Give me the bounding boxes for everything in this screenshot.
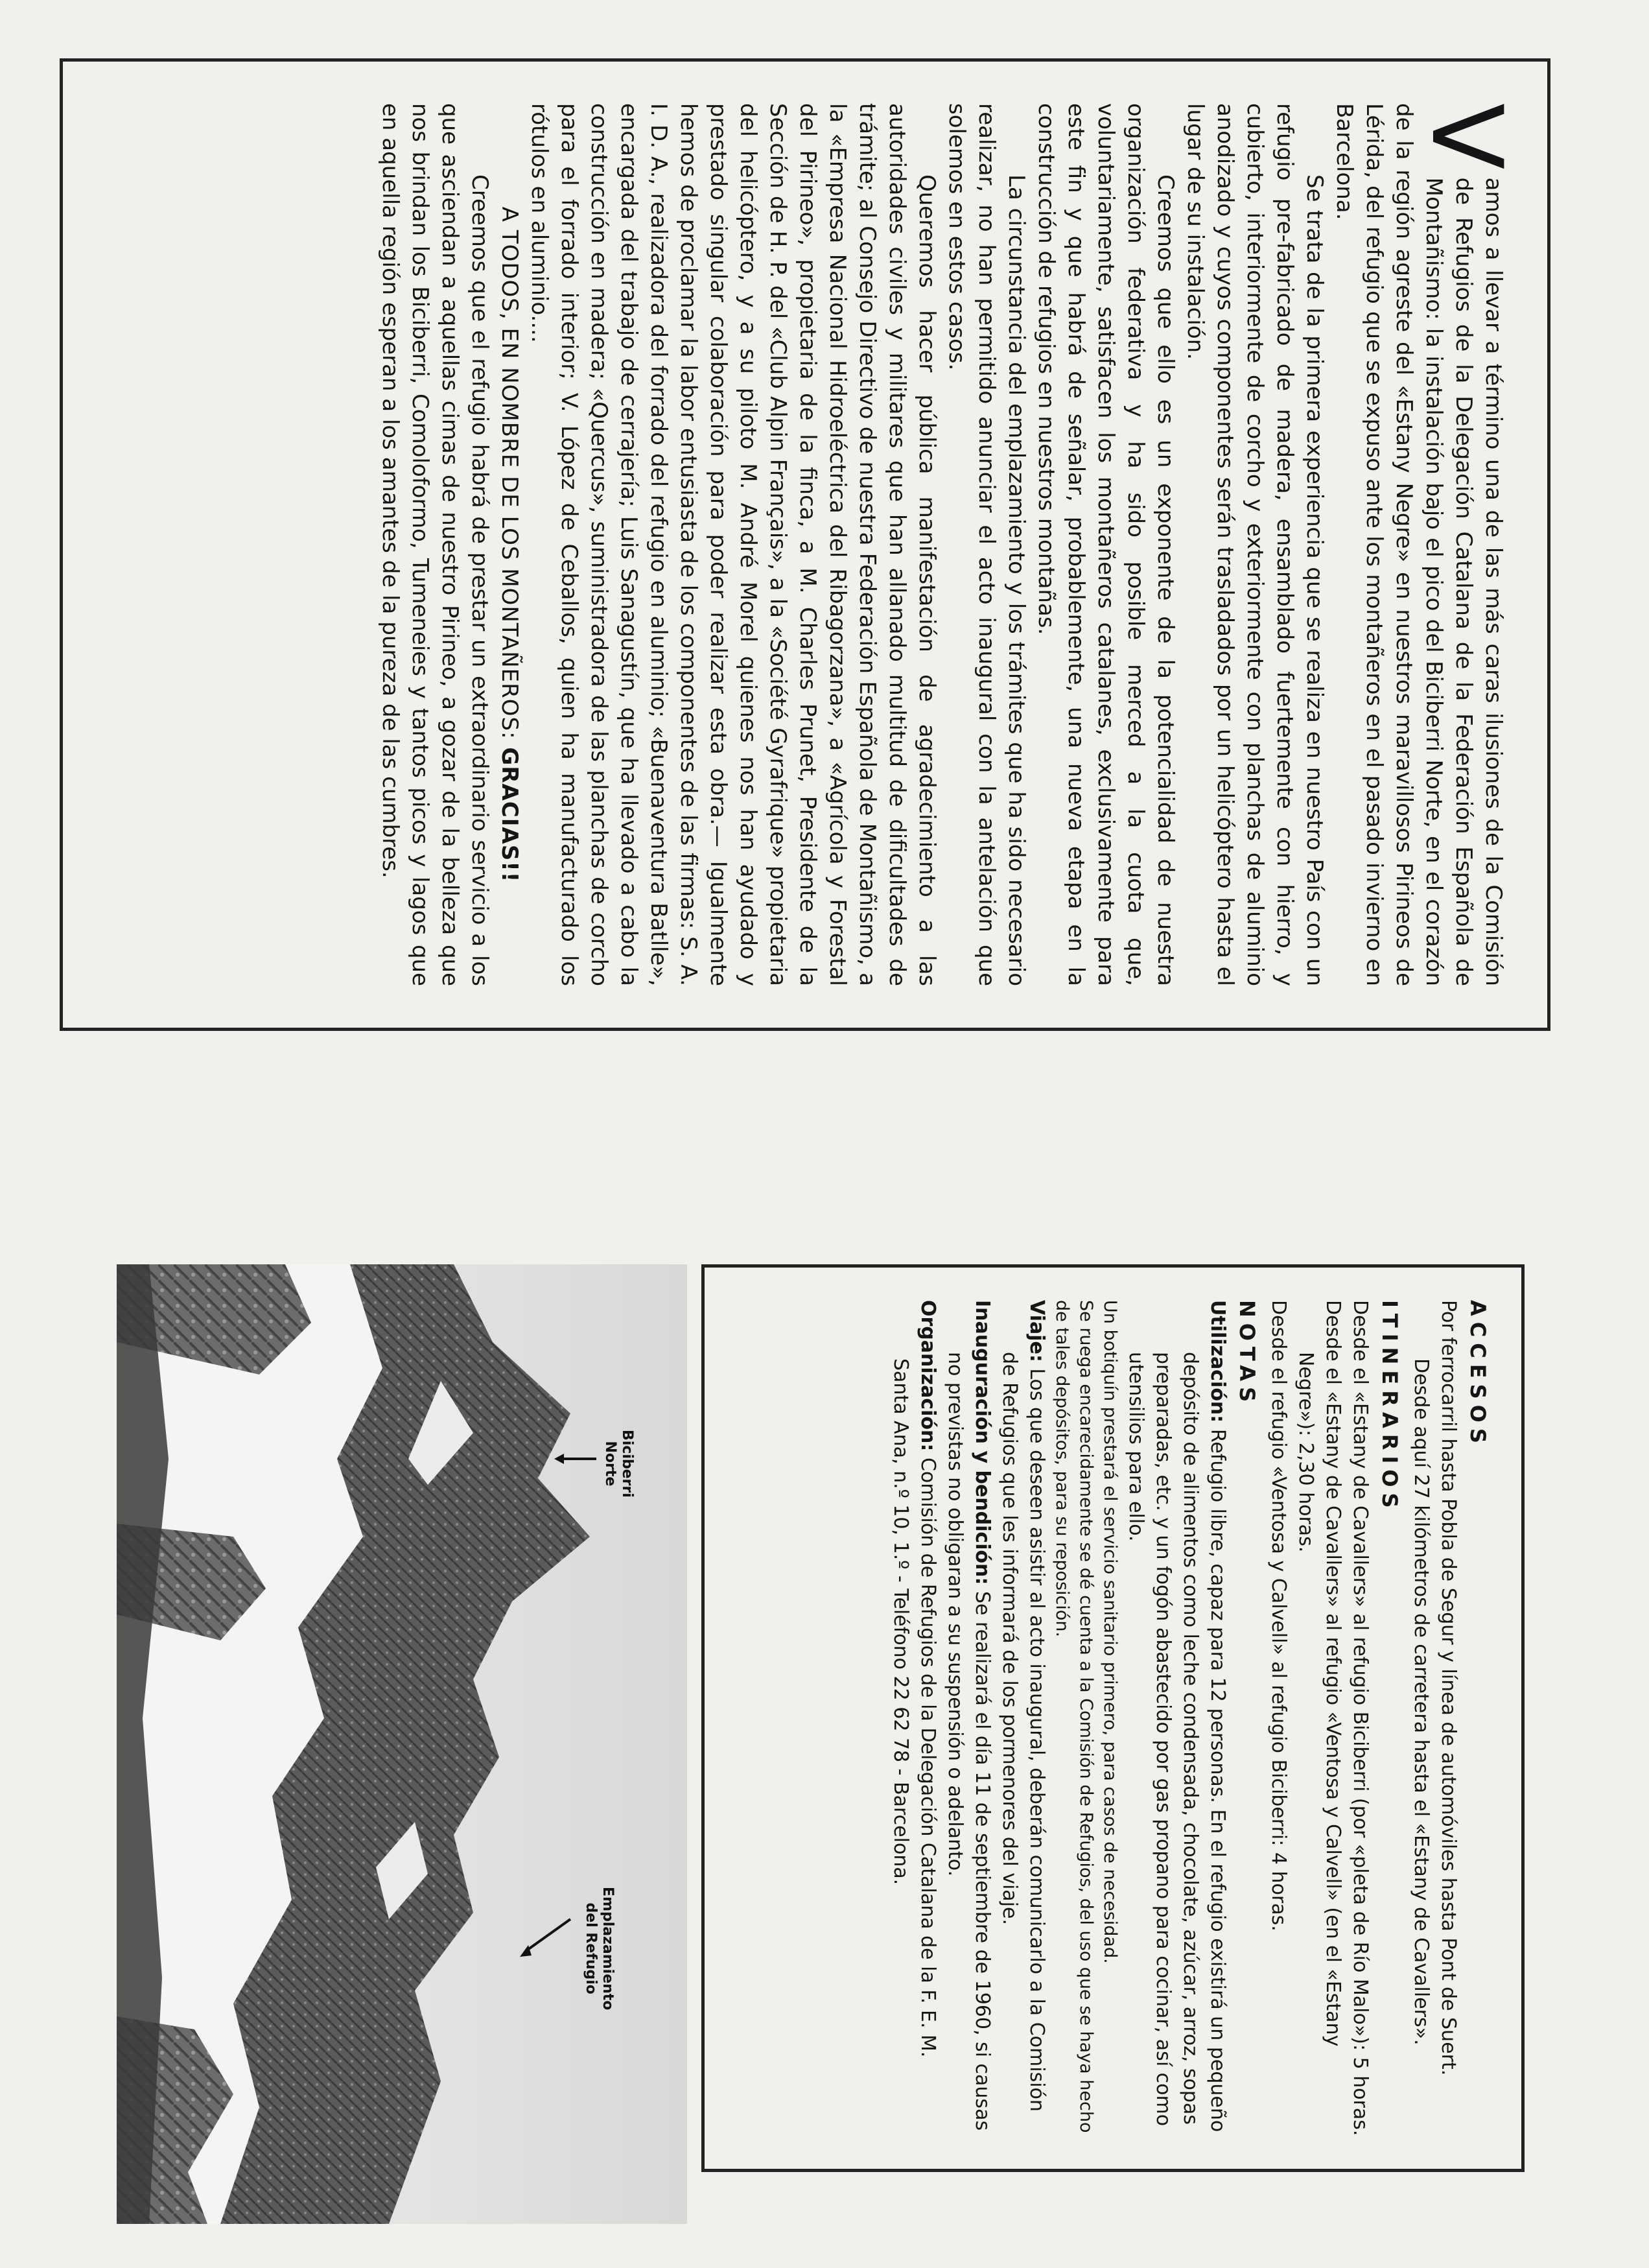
note-label: Utilización: [1206, 1300, 1229, 1423]
drop-cap: V [1410, 103, 1523, 170]
photo-label-line: Emplazamiento [600, 1887, 616, 2011]
accesos-line: Desde aquí 27 kilómetros de carretera hasta el «Estany de Cavallers». [1410, 1358, 1433, 2046]
letter-paragraph [1329, 103, 1523, 986]
note-extra: Un botiquín prestará el servicio sanitario primero, para casos de necesidad. [1100, 1300, 1120, 1964]
heading-notas: NOTAS [1235, 1300, 1259, 1408]
photo-label-line: Norte [602, 1441, 618, 1487]
photo-label-peak [602, 1430, 635, 1498]
note-viaje [996, 1300, 1050, 2136]
note-organizacion [914, 1300, 941, 2136]
letter-paragraph: La circunstancia del emplazamiento y los trámites que ha sido necesario realizar, no han permitido anunciar el acto inaugural con la antelación que solemos en estos casos. [944, 103, 1029, 986]
note-text: Refugio libre, capaz para 12 personas. En el refugio existirá un pequeño depósito de alimentos como leche condensada, chocolate, azúcar, arroz, sopas preparadas, etc. y un fogón abastecido por gas propano para cocinar, así como utensilios para ello. [1125, 1352, 1229, 2132]
closing-text: A TODOS, EN NOMBRE DE LOS MONTAÑEROS: [497, 206, 522, 748]
letter-paragraph: Se trata de la primera experiencia que se realiza en nuestro País con un refugio pre-fabricado de madera, ensamblado fuertemente con hierro, y cubierto, interiormente de corcho y exteriormente con planchas de aluminio anodizado y cuyos componentes serán trasladados por un helicóptero hasta el lugar de su instalación. [1182, 103, 1327, 986]
photo-label-line: del Refugio [583, 1902, 599, 1994]
accesos-line: Por ferrocarril hasta Pobla de Segur y línea de automóviles hasta Pont de Suert. [1437, 1300, 1460, 2076]
note-inauguracion [941, 1300, 996, 2136]
letter-final-paragraph: Creemos que el refugio habrá de prestar un extraordinario servicio a los que asciendan a aquellas cimas de nuestro Pirineo, a gozar de la belleza que nos brindan los Biciberri, Comoloformo, Tumeneies y tantos picos y lagos que en aquella región esperan a los amantes de la pureza de las cumbres. [377, 103, 493, 986]
note-text: Se realizará el día 11 de septiembre de 1960, si causas no previstas no obligaran a su suspensión o adelanto. [944, 1352, 994, 2131]
note-label: Organización: [917, 1300, 939, 1452]
mountain-photo [117, 1264, 687, 2224]
closing-line [495, 103, 524, 986]
mountain-photo-image [117, 1264, 687, 2224]
photo-label-line: Biciberri [619, 1430, 635, 1498]
note-utilizacion [1122, 1300, 1231, 2136]
photo-label-site [582, 1887, 616, 2010]
heading-itinerarios: ITINERARIOS [1377, 1300, 1402, 1514]
heading-accesos: ACCESOS [1466, 1300, 1490, 1449]
itinerary-line: Desde el refugio «Ventosa y Calvell» al refugio Biciberri: 4 horas. [1267, 1300, 1290, 1931]
note-label: Inauguración y bendición: [971, 1300, 994, 1585]
note-extra: Se ruega encarecidamente se dé cuenta a la Comisión de Refugios, del uso que se haya hecho de tales depósitos, para su reposición. [1052, 1300, 1096, 2133]
closing-thanks: GRACIAS!! [497, 747, 522, 883]
note-label: Viaje: [1025, 1300, 1048, 1362]
itinerary-line: Desde el «Estany de Cavallers» al refugio Biciberri (por «pleta de Río Malo»): 5 horas. [1349, 1300, 1372, 2136]
note-text: Comisión de Refugios de la Delegación Catalana de la F. E. M. [917, 1451, 939, 2058]
letter-box [60, 58, 1550, 1031]
note-text: Los que deseen asistir al acto inaugural, deberán comunicarlo a la Comisión de Refugios que les informará de los pormenores del viaje. [998, 1352, 1048, 2112]
letter-paragraph-text: amos a llevar a término una de las más caras ilusiones de la Comisión de Refugios de la Delegación Catalana de la Federación Española de Montañismo: la instalación bajo el pico del Biciberri Norte, en el corazón de la región agreste del «Estany Negre» en nuestros maravillosos Pirineos de Lérida, del refugio que se expuso ante los montañeros en el pasado invierno en Barcelona. [1331, 103, 1506, 986]
itinerary-line: Desde el «Estany de Cavallers» al refugio «Ventosa y Calvell» (en el «Estany Negre»): 2,30 horas. [1294, 1300, 1344, 2047]
letter-paragraph: Queremos hacer pública manifestación de agradecimiento a las autoridades civiles y militares que han allanado multitud de dificultades de trámite; al Consejo Directivo de nuestra Federación Española de Montañismo, a la «Empresa Nacional Hidroeléctrica del Ribagorzana», a «Agrícola y Forestal del Pirineo», propietaria de la finca, a M. Charles Prunet, Presidente de la Sección de H. P. del «Club Alpin Français», a la «Société Gyrafrique» propietaria del helicóptero, y a su piloto M. André Morel quienes nos han ayudado y prestado singular colaboración para poder realizar esta obra.— Igualmente hemos de proclamar la labor entusiasta de los componentes de las firmas: S. A. I. D. A., realizadora del forrado del refugio en aluminio; «Buenaventura Batlle», encargada del trabajo de cerrajería; Luis Sanagustín, que ha llevado a cabo la construcción en madera; «Quercus», suministradora de las planchas de corcho para el forrado interior; V. López de Ceballos, quien ha manufacturado los rótulos en aluminio.... [526, 103, 940, 986]
letter-paragraph: Creemos que ello es un exponente de la potencialidad de nuestra organización federativa y ha sido posible merced a la cuota que, voluntariamente, satisfacen los montañeros catalanes, exclusivamente para este fin y que habrá de señalar, probablemente, una nueva etapa en la construcción de refugios en nuestros montañas. [1033, 103, 1178, 986]
access-box [701, 1264, 1525, 2172]
org-address: Santa Ana, n.º 10, 1.º - Teléfono 22 62 78 - Barcelona. [889, 1358, 912, 1885]
